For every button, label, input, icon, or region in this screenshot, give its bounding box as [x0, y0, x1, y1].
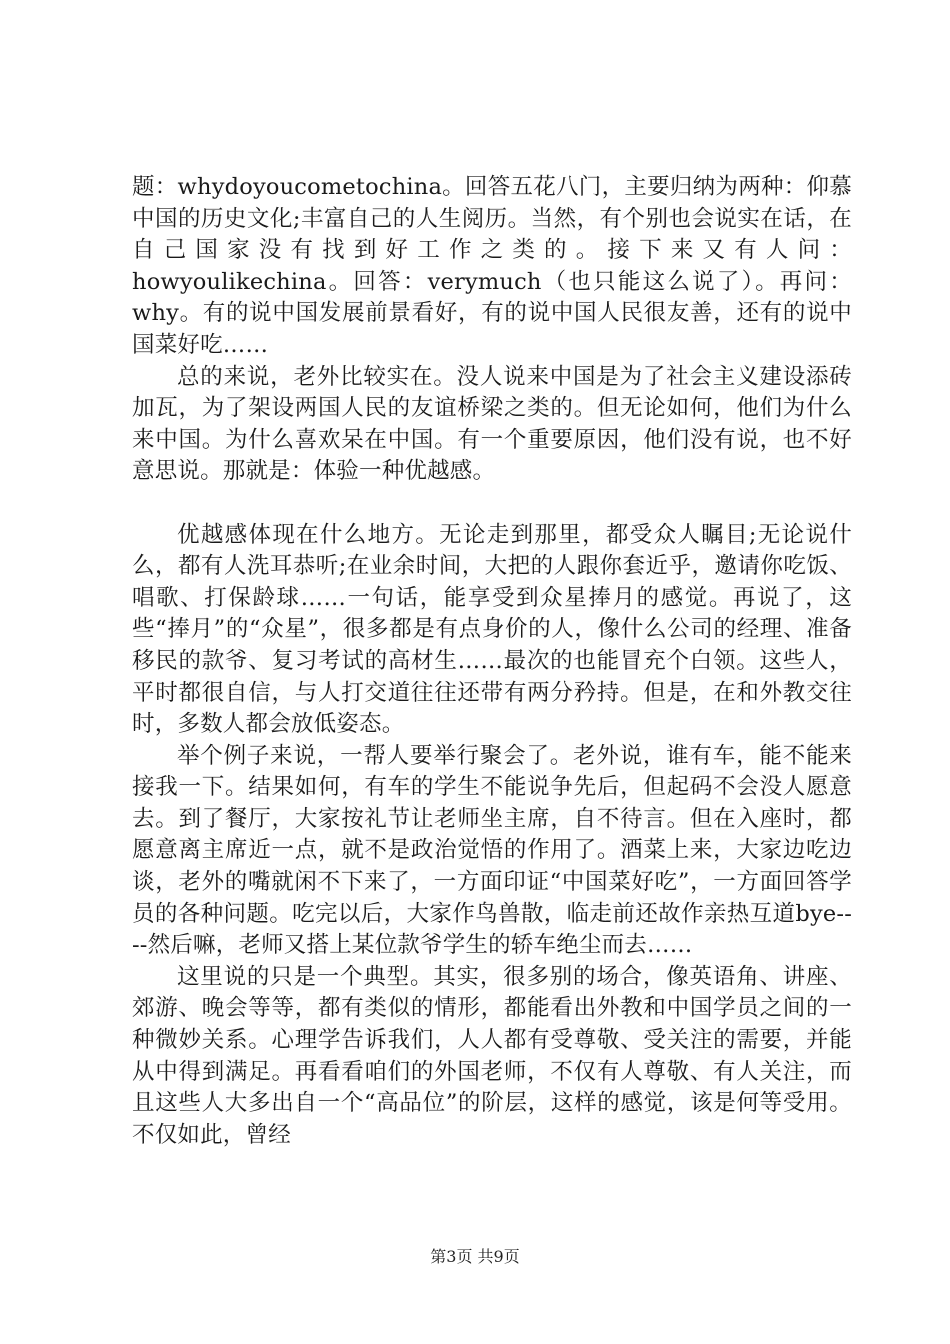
paragraph-3: 优越感体现在什么地方。无论走到那里，都受众人瞩目;无论说什么，都有人洗耳恭听;在业余时间，大把的人跟你套近乎，邀请你吃饭、唱歌、打保龄球……一句话，能享受到众星捧月的感觉。再说了，这些“捧月”的“众星”，很多都是有点身价的人，像什么公司的经理、准备移民的款爷、复习考试的高材生……最次的也能冒充个白领。这些人，平时都很自信，与人打交道往往还带有两分矜持。但是，在和外教交往时，多数人都会放低姿态。: [132, 521, 852, 738]
page-footer: [0, 1247, 950, 1267]
paragraph-4: 举个例子来说，一帮人要举行聚会了。老外说，谁有车，能不能来接我一下。结果如何，有车的学生不能说争先后，但起码不会没人愿意去。到了餐厅，大家按礼节让老师坐主席，自不待言。但在入座时，都愿意离主席近一点，就不是政治觉悟的作用了。酒菜上来，大家边吃边谈，老外的嘴就闲不下来了，一方面印证“中国菜好吃”，一方面回答学员的各种问题。吃完以后，大家作鸟兽散，临走前还故作亲热互道bye----然后嘛，老师又搭上某位款爷学生的轿车绝尘而去……: [132, 742, 852, 959]
paragraph-2: 总的来说，老外比较实在。没人说来中国是为了社会主义建设添砖加瓦，为了架设两国人民的友谊桥梁之类的。但无论如何，他们为什么来中国。为什么喜欢呆在中国。有一个重要原因，他们没有说，也不好意思说。那就是：体验一种优越感。: [132, 363, 852, 485]
paragraph-1: 题：whydoyoucometochina。回答五花八门，主要归纳为两种：仰慕中国的历史文化;丰富自己的人生阅历。当然，有个别也会说实在话，在自己国家没有找到好工作之类的。接下来又有人问：howyoulikechina。回答：verymuch（也只能这么说了）。再问：why。有的说中国发展前景看好，有的说中国人民很友善，还有的说中国菜好吃……: [132, 174, 852, 358]
document-body: [132, 172, 852, 1151]
paragraph-5: 这里说的只是一个典型。其实，很多别的场合，像英语角、讲座、郊游、晚会等等，都有类似的情形，都能看出外教和中国学员之间的一种微妙关系。心理学告诉我们，人人都有受尊敬、受关注的需要，并能从中得到满足。再看看咱们的外国老师，不仅有人尊敬、有人关注，而且这些人大多出自一个“高品位”的阶层，这样的感觉，该是何等受用。不仅如此，曾经: [132, 963, 852, 1148]
page-number-label: 第3页 共9页: [430, 1247, 520, 1266]
